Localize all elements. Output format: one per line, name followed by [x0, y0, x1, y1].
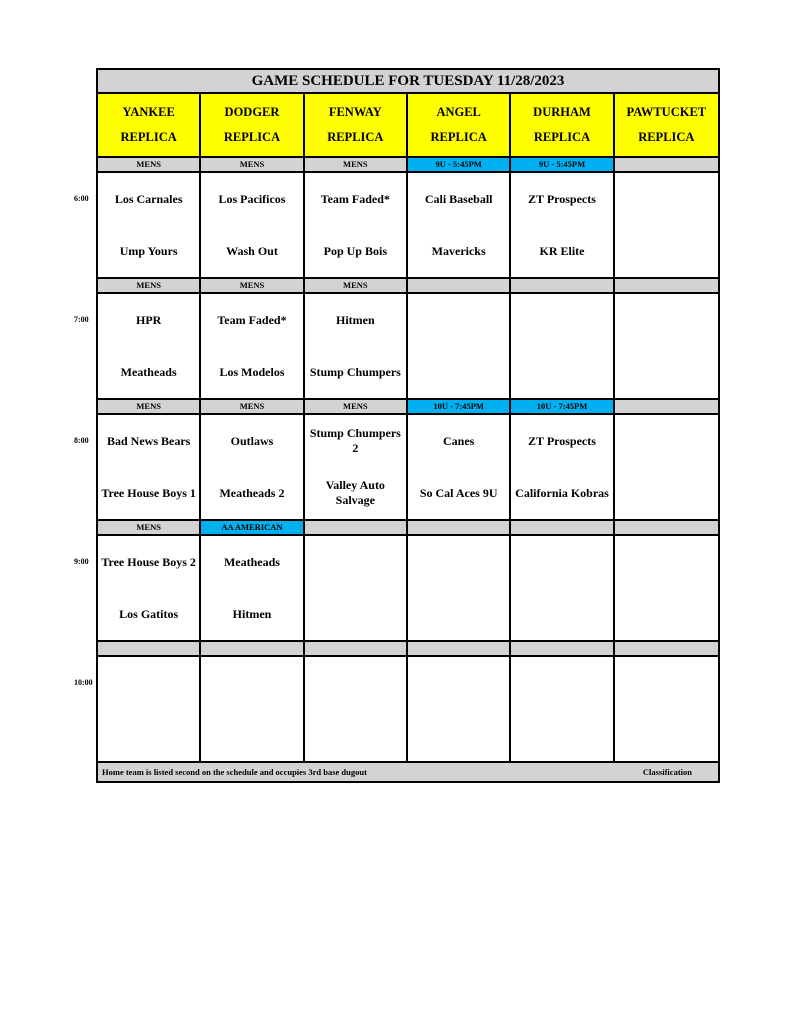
time-label: 7:00: [74, 315, 89, 324]
games-row: [98, 657, 718, 763]
classification-cell: [305, 521, 408, 534]
away-team: Los Pacificos: [218, 191, 286, 206]
away-team: [307, 547, 404, 577]
away-team: [410, 668, 507, 698]
away-team: Stump Chumpers 2: [309, 426, 401, 455]
game-cell: [511, 536, 614, 640]
classification-cell: [615, 521, 718, 534]
home-team: [307, 599, 404, 629]
home-team: [513, 720, 610, 750]
schedule-footer: [98, 763, 718, 781]
game-cell: [511, 294, 614, 398]
away-team: Team Faded*: [217, 312, 287, 327]
home-team: [410, 599, 507, 629]
field-name: DODGER: [224, 105, 280, 119]
field-name: PAWTUCKET: [626, 105, 707, 119]
field-name: YANKEE: [122, 105, 175, 119]
games-row: [98, 294, 718, 400]
home-team: [410, 720, 507, 750]
classification-cell: AA AMERICAN: [201, 521, 304, 534]
classification-cell: [408, 642, 511, 655]
classification-cell: 10U - 7:45PM: [511, 400, 614, 413]
field-name: DURHAM: [533, 105, 591, 119]
schedule-sheet: [74, 68, 720, 783]
field-header-yankee: [98, 94, 201, 156]
game-cell: [511, 173, 614, 277]
classification-cell: [511, 279, 614, 292]
classification-cell: [511, 642, 614, 655]
game-cell: [511, 415, 614, 519]
game-cell: [201, 536, 304, 640]
field-sub: REPLICA: [533, 130, 591, 144]
field-header-angel: [408, 94, 511, 156]
classification-cell: MENS: [305, 158, 408, 171]
classification-cell: [615, 279, 718, 292]
game-cell: [201, 657, 304, 761]
home-team: Stump Chumpers: [309, 364, 401, 379]
field-header-pawtucket: [615, 94, 718, 156]
field-sub: REPLICA: [120, 130, 177, 144]
home-team: Wash Out: [226, 243, 278, 258]
classification-cell: 10U - 7:45PM: [408, 400, 511, 413]
classification-cell: [408, 521, 511, 534]
time-label: 10:00: [74, 678, 93, 687]
home-team: Tree House Boys 1: [101, 485, 196, 500]
home-team: Hitmen: [232, 606, 272, 621]
classification-cell: 9U - 5:45PM: [511, 158, 614, 171]
time-slot: [74, 642, 718, 763]
classification-cell: [98, 642, 201, 655]
game-cell: [408, 536, 511, 640]
game-cell: [201, 294, 304, 398]
time-label: 8:00: [74, 436, 89, 445]
footer-note: Home team is listed second on the schedule and occupies 3rd base dugout: [102, 767, 367, 777]
away-team: [617, 426, 716, 456]
classification-cell: MENS: [201, 400, 304, 413]
away-team: [203, 668, 300, 698]
game-cell: [305, 294, 408, 398]
classification-row: [98, 400, 718, 415]
classification-row: [98, 521, 718, 536]
home-team: Pop Up Bois: [323, 243, 387, 258]
game-cell: [305, 657, 408, 761]
home-team: California Kobras: [515, 485, 609, 500]
home-team: Ump Yours: [119, 243, 178, 258]
games-row: [98, 536, 718, 642]
game-cell: [201, 415, 304, 519]
field-sub: REPLICA: [327, 130, 384, 144]
game-cell: [511, 657, 614, 761]
home-team: [203, 720, 300, 750]
away-team: Hitmen: [335, 312, 375, 327]
away-team: [513, 305, 610, 335]
time-slot: [74, 158, 718, 279]
home-team: [100, 720, 197, 750]
game-cell: [408, 415, 511, 519]
game-cell: [201, 173, 304, 277]
away-team: Tree House Boys 2: [101, 554, 196, 569]
away-team: Meatheads: [223, 554, 280, 569]
field-header-dodger: [201, 94, 304, 156]
time-slot: [74, 279, 718, 400]
games-row: [98, 415, 718, 521]
classification-cell: MENS: [98, 158, 201, 171]
time-label: 6:00: [74, 194, 89, 203]
game-cell: [305, 415, 408, 519]
classification-cell: [615, 642, 718, 655]
classification-cell: 9U - 5:45PM: [408, 158, 511, 171]
away-team: Outlaws: [230, 433, 274, 448]
away-team: [513, 547, 610, 577]
classification-cell: MENS: [201, 279, 304, 292]
game-cell: [98, 415, 201, 519]
home-team: KR Elite: [539, 243, 585, 258]
game-cell: [98, 536, 201, 640]
game-cell: [615, 294, 718, 398]
home-team: [617, 478, 716, 508]
away-team: [513, 668, 610, 698]
classification-row: [98, 642, 718, 657]
home-team: Mavericks: [431, 243, 486, 258]
classification-cell: [615, 158, 718, 171]
classification-cell: MENS: [305, 400, 408, 413]
away-team: [617, 184, 716, 214]
field-sub: REPLICA: [223, 130, 281, 144]
home-team: [617, 357, 716, 387]
field-sub: REPLICA: [430, 130, 487, 144]
home-team: Valley Auto Salvage: [325, 478, 385, 507]
classification-row: [98, 158, 718, 173]
classification-row: [98, 279, 718, 294]
game-cell: [615, 657, 718, 761]
classification-cell: MENS: [305, 279, 408, 292]
field-sub: REPLICA: [638, 130, 695, 144]
home-team: [307, 720, 404, 750]
field-header-row: [98, 94, 718, 158]
away-team: [617, 305, 716, 335]
game-cell: [408, 657, 511, 761]
game-cell: [98, 294, 201, 398]
home-team: [513, 599, 610, 629]
classification-cell: [511, 521, 614, 534]
home-team: [617, 720, 716, 750]
field-header-fenway: [305, 94, 408, 156]
home-team: Los Gatitos: [119, 606, 179, 621]
classification-cell: [408, 279, 511, 292]
away-team: Bad News Bears: [106, 433, 191, 448]
game-cell: [98, 657, 201, 761]
game-cell: [305, 173, 408, 277]
time-slot: [74, 400, 718, 521]
game-cell: [408, 294, 511, 398]
away-team: Team Faded*: [320, 191, 390, 206]
away-team: Cali Baseball: [424, 191, 493, 206]
game-cell: [615, 536, 718, 640]
away-team: Canes: [442, 433, 475, 448]
home-team: So Cal Aces 9U: [419, 485, 498, 500]
game-cell: [98, 173, 201, 277]
classification-cell: MENS: [98, 279, 201, 292]
classification-cell: [201, 642, 304, 655]
home-team: Meatheads 2: [219, 485, 285, 500]
game-cell: [305, 536, 408, 640]
home-team: [617, 236, 716, 266]
classification-cell: MENS: [98, 400, 201, 413]
time-slots: [74, 158, 718, 763]
game-cell: [615, 173, 718, 277]
field-header-durham: [511, 94, 614, 156]
away-team: [410, 305, 507, 335]
field-name: FENWAY: [328, 105, 382, 119]
schedule-title: GAME SCHEDULE FOR TUESDAY 11/28/2023: [98, 70, 718, 94]
time-label: 9:00: [74, 557, 89, 566]
home-team: Meatheads: [120, 364, 177, 379]
time-slot: [74, 521, 718, 642]
away-team: [307, 668, 404, 698]
home-team: [513, 357, 610, 387]
field-name: ANGEL: [436, 105, 481, 119]
games-row: [98, 173, 718, 279]
away-team: Los Carnales: [114, 191, 183, 206]
away-team: [617, 668, 716, 698]
classification-cell: MENS: [98, 521, 201, 534]
classification-cell: [305, 642, 408, 655]
classification-cell: [615, 400, 718, 413]
home-team: Los Modelos: [219, 364, 285, 379]
away-team: HPR: [135, 312, 162, 327]
game-cell: [615, 415, 718, 519]
classification-label: Classification: [642, 767, 692, 777]
away-team: ZT Prospects: [528, 433, 596, 448]
game-cell: [408, 173, 511, 277]
classification-cell: MENS: [201, 158, 304, 171]
away-team: [100, 668, 197, 698]
home-team: [410, 357, 507, 387]
away-team: [617, 547, 716, 577]
home-team: [617, 599, 716, 629]
away-team: [410, 547, 507, 577]
away-team: ZT Prospects: [528, 191, 596, 206]
